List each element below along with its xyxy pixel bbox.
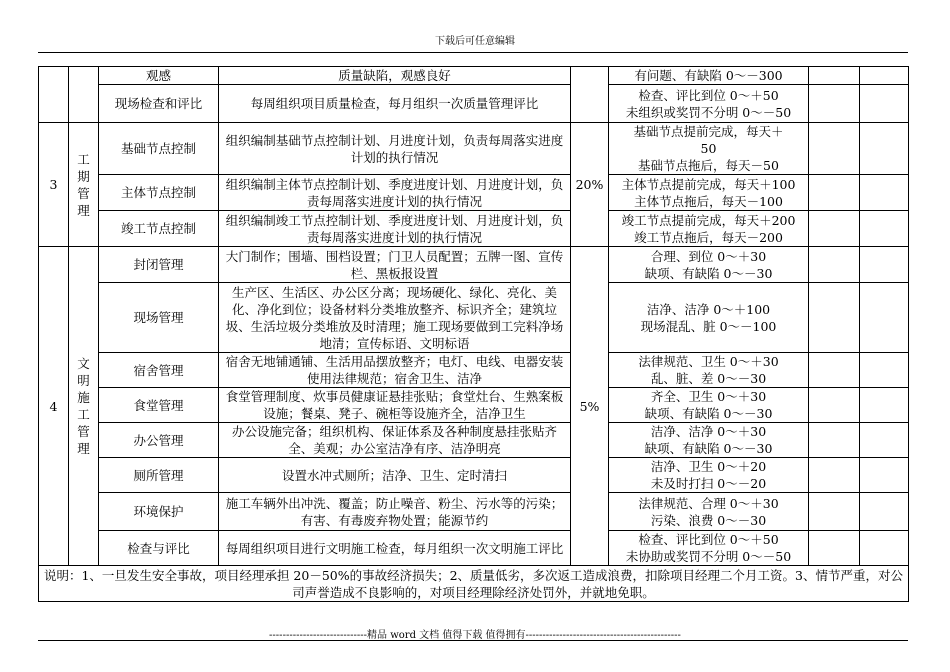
table-row xyxy=(39,67,909,85)
score-cell: 洁净、卫生 0～＋20 未及时打扫 0～－20 xyxy=(609,458,809,493)
blank-cell xyxy=(809,353,860,388)
page-header: 下载后可任意编辑 xyxy=(435,36,515,47)
table-row xyxy=(39,423,909,458)
item-cell: 环境保护 xyxy=(99,493,219,531)
no-cell xyxy=(39,67,69,123)
item-cell: 食堂管理 xyxy=(99,388,219,423)
requirement-cell: 组织编制基础节点控制计划、月进度计划，负责每周落实进度计划的执行情况 xyxy=(219,123,571,175)
table-row xyxy=(39,531,909,566)
blank-cell xyxy=(860,353,909,388)
item-cell: 检查与评比 xyxy=(99,531,219,566)
blank-cell xyxy=(860,493,909,531)
score-cell: 齐全、卫生 0～＋30 缺项、有缺陷 0～－30 xyxy=(609,388,809,423)
blank-cell xyxy=(860,247,909,283)
blank-cell xyxy=(809,423,860,458)
blank-cell xyxy=(860,85,909,123)
blank-cell xyxy=(860,423,909,458)
requirement-cell: 组织编制主体节点控制计划、季度进度计划、月进度计划，负责每周落实进度计划的执行情况 xyxy=(219,175,571,211)
no-cell: 4 xyxy=(39,247,69,566)
requirement-cell: 施工车辆外出冲洗、覆盖；防止噪音、粉尘、污水等的污染；有害、有毒废弃物处置；能源节约 xyxy=(219,493,571,531)
blank-cell xyxy=(860,283,909,353)
score-cell: 基础节点提前完成，每天＋ 50 基础节点拖后，每天－50 xyxy=(609,123,809,175)
category-cell: 工 期 管 理 xyxy=(69,123,99,247)
score-cell: 检查、评比到位 0～＋50 未组织或奖罚不分明 0～－50 xyxy=(609,85,809,123)
blank-cell xyxy=(860,67,909,85)
requirement-cell: 设置水冲式厕所；洁净、卫生、定时清扫 xyxy=(219,458,571,493)
weight-cell: 20% xyxy=(571,123,609,247)
item-cell: 竣工节点控制 xyxy=(99,211,219,247)
score-cell: 有问题、有缺陷 0～－300 xyxy=(609,67,809,85)
requirement-cell: 大门制作；围墙、围档设置；门卫人员配置；五牌一图、宣传栏、黑板报设置 xyxy=(219,247,571,283)
item-cell: 现场检查和评比 xyxy=(99,85,219,123)
score-cell: 法律规范、卫生 0～＋30 乱、脏、差 0～－30 xyxy=(609,353,809,388)
table-row xyxy=(39,247,909,283)
blank-cell xyxy=(860,458,909,493)
table-row xyxy=(39,175,909,211)
weight-cell: 5% xyxy=(571,247,609,566)
table-row xyxy=(39,493,909,531)
requirement-cell: 每周组织项目进行文明施工检查，每月组织一次文明施工评比 xyxy=(219,531,571,566)
requirement-cell: 宿舍无地铺通铺、生活用品摆放整齐；电灯、电线、电器安装使用法律规范；宿舍卫生、洁净 xyxy=(219,353,571,388)
table-row xyxy=(39,85,909,123)
blank-cell xyxy=(860,211,909,247)
blank-cell xyxy=(809,67,860,85)
blank-cell xyxy=(809,85,860,123)
requirement-cell: 每周组织项目质量检查，每月组织一次质量管理评比 xyxy=(219,85,571,123)
requirement-cell: 生产区、生活区、办公区分离；现场硬化、绿化、亮化、美化、净化到位；设备材料分类堆放整齐、标识齐全；建筑垃圾、生活垃圾分类堆放及时清理；施工现场要做到工完料净场地清；宣传标语、文明标语 xyxy=(219,283,571,353)
requirement-cell: 食堂管理制度、炊事员健康证悬挂张贴；食堂灶台、生熟案板设施；餐桌、凳子、碗柜等设施齐全，洁净卫生 xyxy=(219,388,571,423)
item-cell: 宿舍管理 xyxy=(99,353,219,388)
blank-cell xyxy=(809,123,860,175)
table-row xyxy=(39,353,909,388)
score-cell: 主体节点提前完成，每天＋100 主体节点拖后，每天－100 xyxy=(609,175,809,211)
blank-cell xyxy=(809,458,860,493)
score-cell: 竣工节点提前完成，每天＋200 竣工节点拖后，每天－200 xyxy=(609,211,809,247)
table-row xyxy=(39,458,909,493)
table-row xyxy=(39,123,909,175)
score-cell: 检查、评比到位 0～＋50 未协助或奖罚不分明 0～－50 xyxy=(609,531,809,566)
blank-cell xyxy=(860,123,909,175)
item-cell: 厕所管理 xyxy=(99,458,219,493)
blank-cell xyxy=(809,531,860,566)
score-cell: 法律规范、合理 0～＋30 污染、浪费 0～－30 xyxy=(609,493,809,531)
blank-cell xyxy=(809,247,860,283)
table-row xyxy=(39,388,909,423)
blank-cell xyxy=(809,175,860,211)
item-cell: 基础节点控制 xyxy=(99,123,219,175)
table-row xyxy=(39,211,909,247)
blank-cell xyxy=(860,388,909,423)
assessment-table xyxy=(38,66,909,602)
no-cell: 3 xyxy=(39,123,69,247)
item-cell: 现场管理 xyxy=(99,283,219,353)
blank-cell xyxy=(809,283,860,353)
item-cell: 观感 xyxy=(99,67,219,85)
blank-cell xyxy=(809,388,860,423)
requirement-cell: 办公设施完备；组织机构、保证体系及各种制度悬挂张贴齐全、美观；办公室洁净有序、洁净明亮 xyxy=(219,423,571,458)
blank-cell xyxy=(809,211,860,247)
requirement-cell: 组织编制竣工节点控制计划、季度进度计划、月进度计划，负责每周落实进度计划的执行情况 xyxy=(219,211,571,247)
footer-rule xyxy=(38,640,908,641)
blank-cell xyxy=(809,493,860,531)
blank-cell xyxy=(860,531,909,566)
item-cell: 封闭管理 xyxy=(99,247,219,283)
item-cell: 办公管理 xyxy=(99,423,219,458)
note-row xyxy=(39,566,909,602)
score-cell: 洁净、洁净 0～＋30 缺项、有缺陷 0～－30 xyxy=(609,423,809,458)
category-cell: 文 明 施 工 管 理 xyxy=(69,247,99,566)
category-cell xyxy=(69,67,99,123)
table-row xyxy=(39,283,909,353)
page-footer: -----------------------------精品 word 文档 值得下载 值得拥有---------------------------------------------- xyxy=(269,630,681,641)
header-rule xyxy=(38,52,908,53)
blank-cell xyxy=(860,175,909,211)
item-cell: 主体节点控制 xyxy=(99,175,219,211)
requirement-cell: 质量缺陷，观感良好 xyxy=(219,67,571,85)
weight-cell xyxy=(571,67,609,123)
score-cell: 洁净、洁净 0～＋100 现场混乱、脏 0～－100 xyxy=(609,283,809,353)
score-cell: 合理、到位 0～＋30 缺项、有缺陷 0～－30 xyxy=(609,247,809,283)
note-text: 说明：1、一旦发生安全事故，项目经理承担 20－50%的事故经济损失；2、质量低劣，多次返工造成浪费，扣除项目经理二个月工资。3、情节严重，对公司声誉造成不良影响的，对项目经理除经济处罚外，并就地免职。 xyxy=(39,566,909,602)
